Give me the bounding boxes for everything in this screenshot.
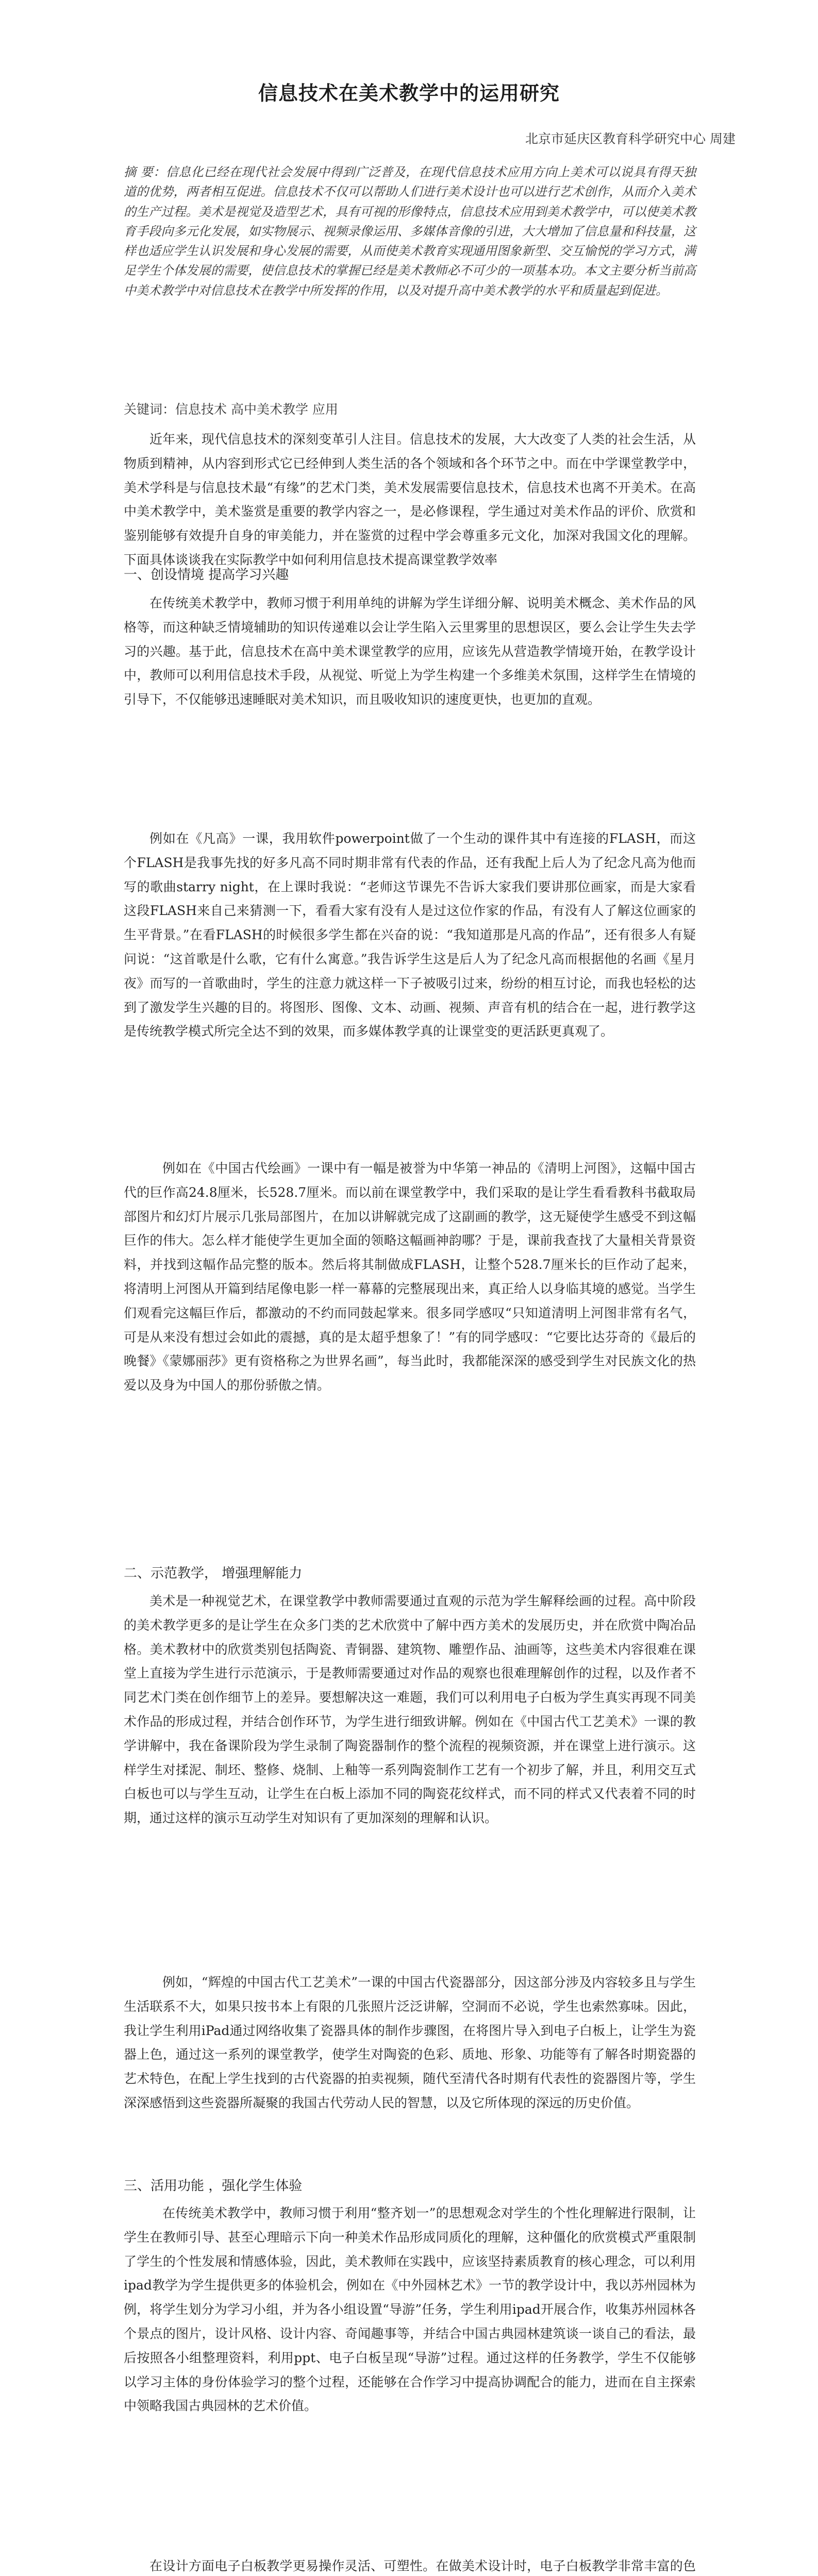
section-heading-3: 三、活用功能 ，强化学生体验 (124, 2178, 303, 2194)
abstract: 摘 要：信息化已经在现代社会发展中得到广泛普及，在现代信息技术应用方向上美术可以说具有得天独道的优势，两者相互促进。信息技术不仅可以帮助人们进行美术设计也可以进行艺术创作，从而介入美术的生产过程。美术是视觉及造型艺术，具有可视的形像特点，信息技术应用到美术教学中，可以使美术教育手段向多元化发展，如实物展示、视频录像运用、多媒体音像的引进，大大增加了信息量和科技量，这样也适应学生认识发展和身心发展的需要，从而使美术教育实现通用图象新型、交互愉悦的学习方式，满足学生个体发展的需要，使信息技术的掌握已经是美术教师必不可少的一项基本功。本文主要分析当前高中美术教学中对信息技术在教学中所发挥的作用，以及对提升高中美术教学的水平和质量起到促进。 (124, 165, 696, 298)
keywords: 关键词：信息技术 高中美术教学 应用 (124, 402, 338, 417)
section-3-paragraph-2: 在设计方面电子白板教学更易操作灵活、可塑性。在做美术设计时，电子白板教学非常丰富的色 (149, 2558, 696, 2573)
document-title: 信息技术在美术教学中的运用研究 (258, 82, 560, 105)
section-2-paragraph-2: 例如，“辉煌的中国古代工艺美术”一课的中国古代瓷器部分，因这部分涉及内容较多且与学生生活联系不大，如果只按书本上有限的几张照片泛泛讲解，空洞而不必说，学生也索然寡味。因此，我让学生利用iPad通过网络收集了瓷器具体的制作步骤图，在将图片导入到电子白板上，让学生为瓷器上色，通过这一系列的课堂教学，使学生对陶瓷的色彩、质地、形象、功能等有了解各时期瓷器的艺术特色，在配上学生找到的古代瓷器的拍卖视频，随代至清代各时期有代表性的瓷器图片等，学生深深感悟到这些瓷器所凝聚的我国古代劳动人民的智慧，以及它所体现的深远的历史价值。 (124, 1975, 696, 2110)
section-1-paragraph-3: 例如在《中国古代绘画》一课中有一幅是被誉为中华第一神品的《清明上河图》，这幅中国古代的巨作高24.8厘米，长528.7厘米。而以前在课堂教学中，我们采取的是让学生看看教科书截取局部图片和幻灯片展示几张局部图片，在加以讲解就完成了这副画的教学，这无疑使学生感受不到这幅巨作的伟大。怎么样才能使学生更加全面的领略这幅画神韵哪？于是，课前我查找了大量相关背景资料，并找到这幅作品完整的版本。然后将其制做成FLASH，让整个528.7厘米长的巨作动了起来，将清明上河图从开篇到结尾像电影一样一幕幕的完整展现出来，真正给人以身临其境的感觉。当学生们观看完这幅巨作后，都激动的不约而同鼓起掌来。很多同学感叹“只知道清明上河图非常有名气，可是从来没有想过会如此的震撼，真的是太超乎想象了！”有的同学感叹：“它要比达芬奇的《最后的晚餐》《蒙娜丽莎》更有资格称之为世界名画”，每当此时，我都能深深的感受到学生对民族文化的热爱以及身为中国人的那份骄傲之情。 (124, 1161, 696, 1393)
section-heading-2: 二、示范教学， 增强理解能力 (124, 1566, 303, 1581)
section-2-paragraph-1: 美术是一种视觉艺术，在课堂教学中教师需要通过直观的示范为学生解释绘画的过程。高中阶段的美术教学更多的是让学生在众多门类的艺术欣赏中了解中西方美术的发展历史，并在欣赏中陶冶品格。美术教材中的欣赏类别包括陶瓷、青铜器、建筑物、雕塑作品、油画等，这些美术内容很难在课堂上直接为学生进行示范演示，于是教师需要通过对作品的观察也很难理解创作的过程，以及作者不同艺术门类在创作细节上的差异。要想解决这一难题，我们可以利用电子白板为学生真实再现不同美术作品的形成过程，并结合创作环节，为学生进行细致讲解。例如在《中国古代工艺美术》一课的教学讲解中，我在备课阶段为学生录制了陶瓷器制作的整个流程的视频资源，并在课堂上进行演示。这样学生对揉泥、制坯、整修、烧制、上釉等一系列陶瓷制作工艺有一个初步了解，并且，利用交互式白板也可以与学生互动，让学生在白板上添加不同的陶瓷花纹样式，而不同的样式又代表着不同的时期，通过这样的演示互动学生对知识有了更加深刻的理解和认识。 (124, 1594, 696, 1826)
author-line: 北京市延庆区教育科学研究中心 周建 (525, 131, 736, 146)
section-heading-1: 一、创设情境 提高学习兴趣 (124, 567, 289, 583)
section-3-paragraph-1: 在传统美术教学中，教师习惯于利用“整齐划一”的思想观念对学生的个性化理解进行限制，让学生在教师引导、甚至心理暗示下向一种美术作品形成同质化的理解，这种僵化的欣赏模式严重限制了学生的个性发展和情感体验，因此，美术教师在实践中，应该坚持素质教育的核心理念，可以利用ipad教学为学生提供更多的体验机会，例如在《中外园林艺术》一节的教学设计中，我以苏州园林为例，将学生划分为学习小组，并为各小组设置“导游”任务，学生利用ipad开展合作，收集苏州园林各个景点的图片，设计风格、设计内容、奇闻趣事等，并结合中国古典园林建筑谈一谈自己的看法，最后按照各小组整理资料，利用ppt、电子白板呈现“导游”过程。通过这样的任务教学，学生不仅能够以学习主体的身份体验学习的整个过程，还能够在合作学习中提高协调配合的能力，进而在自主探索中领略我国古典园林的艺术价值。 (124, 2206, 696, 2414)
intro-paragraph: 近年来，现代信息技术的深刻变革引人注目。信息技术的发展，大大改变了人类的社会生活，从物质到精神，从内容到形式它已经伸到人类生活的各个领域和各个环节之中。而在中学课堂教学中，美术学科是与信息技术最“有缘”的艺术门类，美术发展需要信息技术，信息技术也离不开美术。在高中美术教学中，美术鉴赏是重要的教学内容之一，是必修课程，学生通过对美术作品的评价、欣赏和鉴别能够有效提升自身的审美能力，并在鉴赏的过程中学会尊重多元文化，加深对我国文化的理解。下面具体谈谈我在实际教学中如何利用信息技术提高课堂教学效率 (124, 432, 696, 567)
section-1-paragraph-2: 例如在《凡高》一课，我用软件powerpoint做了一个生动的课件其中有连接的FLASH，而这个FLASH是我事先找的好多凡高不同时期非常有代表的作品，还有我配上后人为了纪念凡高为他而写的歌曲starry night，在上课时我说：“老师这节课先不告诉大家我们要讲那位画家，而是大家看这段FLASH来自己来猜测一下，看看大家有没有人是过这位作家的作品，有没有人了解这位画家的生平背景。”在看FLASH的时候很多学生都在兴奋的说：“我知道那是凡高的作品”，还有很多人有疑问说：“这首歌是什么歌，它有什么寓意。”我告诉学生这是后人为了纪念凡高而根据他的名画《星月夜》而写的一首歌曲时，学生的注意力就这样一下子被吸引过来，纷纷的相互讨论，而我也轻松的达到了激发学生兴趣的目的。将图形、图像、文本、动画、视频、声音有机的结合在一起，进行教学这是传统教学模式所完全达不到的效果，而多媒体教学真的让课堂变的更活跃更真观了。 (124, 831, 696, 1039)
section-1-paragraph-1: 在传统美术教学中，教师习惯于利用单纯的讲解为学生详细分解、说明美术概念、美术作品的风格等，而这种缺乏情境辅助的知识传递难以会让学生陷入云里雾里的思想误区，要么会让学生失去学习的兴趣。基于此，信息技术在高中美术课堂教学的应用，应该先从营造教学情境开始，在教学设计中，教师可以利用信息技术手段，从视觉、听觉上为学生构建一个多维美术氛围，这样学生在情境的引导下，不仅能够迅速睡眠对美术知识，而且吸收知识的速度更快，也更加的直观。 (124, 596, 696, 707)
